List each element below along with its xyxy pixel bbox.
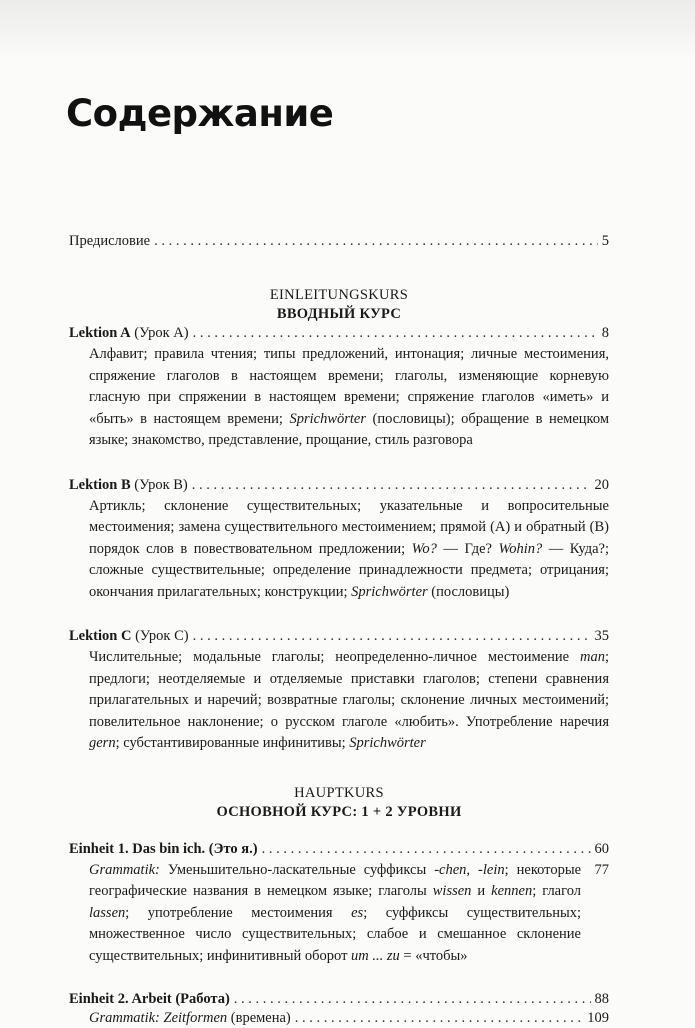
toc-entry-label: Einheit 2. Arbeit (Работа) — [69, 991, 230, 1007]
toc-entry-label: Lektion A (Урок A) — [69, 325, 189, 341]
toc-entry-label: Предисловие — [69, 233, 151, 249]
lesson-b-description: Артикль; склонение существительных; указательные и вопросительные местоимения; замена существительного местоимением; прямой (A) и обратный (B) порядок слов в повествовательном предложении; Wo? — Где? Wohin? — Куда?; сложные существительные; определение принадлежности предмета; отрицания; окончания прилагательных; конструкции; Sprichwörter (пословицы) — [89, 497, 609, 600]
toc-page-number: 5 — [601, 233, 609, 249]
dot-leader — [192, 476, 591, 495]
toc-page-number: 88 — [594, 991, 609, 1007]
toc-page-number: 60 — [594, 840, 609, 857]
lesson-a-description: Алфавит; правила чтения; типы предложений, интонация; личные местоимения, спряжение глаголов в настоящем времени; глаголы, изменяющие корневую гласную при спряжении в настоящем времени; спряжение глаголов «иметь» и «быть» в настоящем времени; Sprichwörter (пословицы); обращение в немецком языке; знакомство, представление, прощание, стиль разговора — [89, 346, 609, 448]
toc-page-number: 8 — [601, 325, 609, 341]
toc-entry-lesson-a[interactable] — [69, 324, 609, 343]
dot-leader — [262, 840, 591, 859]
dot-leader — [295, 1009, 583, 1028]
section-heading-line2: ВВОДНЫЙ КУРС — [276, 306, 402, 322]
unit-1-grammar-description: Grammatik: Уменьшительно-ласкательные суффиксы -chen, -lein; некоторые географические названия в немецком языке; глаголы wissen и kennen; глагол lassen; употребление местоимения es; суффиксы существительных; множественное число существительных; слабое и смешанное склонение существительных; инфинитивный оборот um ... zu = «чтобы» 77 — [89, 861, 609, 964]
toc-entry-unit-1[interactable] — [69, 840, 609, 859]
toc-entry-label: Lektion B (Урок B) — [69, 476, 188, 493]
section-heading-line1: EINLEITUNGSKURS — [269, 287, 409, 303]
dot-leader — [193, 627, 591, 646]
toc-subentry-unit-2-grammar[interactable] — [69, 1009, 609, 1028]
toc-page-number: 109 — [587, 1010, 609, 1026]
dot-leader — [193, 324, 598, 343]
table-of-contents — [69, 232, 609, 1028]
section-heading-main — [69, 784, 609, 822]
toc-entry-lesson-c[interactable] — [69, 627, 609, 646]
top-shadow-band — [0, 0, 695, 58]
dot-leader — [154, 232, 598, 251]
section-heading-intro — [69, 286, 609, 324]
toc-entry-label: Einheit 1. Das bin ich. (Это я.) — [69, 840, 258, 857]
section-heading-line2: ОСНОВНОЙ КУРС: 1 + 2 УРОВНИ — [216, 803, 462, 820]
toc-page-number: 77 — [594, 861, 609, 878]
toc-entry-label: Grammatik: Zeitformen (времена) — [89, 1010, 291, 1026]
toc-entry-preface[interactable] — [69, 232, 609, 251]
toc-page-number: 20 — [594, 476, 609, 493]
lesson-c-description: Числительные; модальные глаголы; неопределенно-личное местоимение man; предлоги; неотделяемые и отделяемые приставки глаголов; степени сравнения прилагательных и наречий; возвратные глаголы; склонение личных местоимений; повелительное наклонение; о русском глаголе «любить». Употребление наречия gern; субстантивированные инфинитивы; Sprichwörter — [89, 649, 609, 751]
section-heading-line1: HAUPTKURS — [294, 784, 384, 801]
page-title: Содержание — [66, 92, 334, 135]
toc-entry-lesson-b[interactable] — [69, 476, 609, 495]
toc-entry-label: Lektion C (Урок C) — [69, 628, 189, 644]
toc-page-number: 35 — [594, 628, 609, 644]
